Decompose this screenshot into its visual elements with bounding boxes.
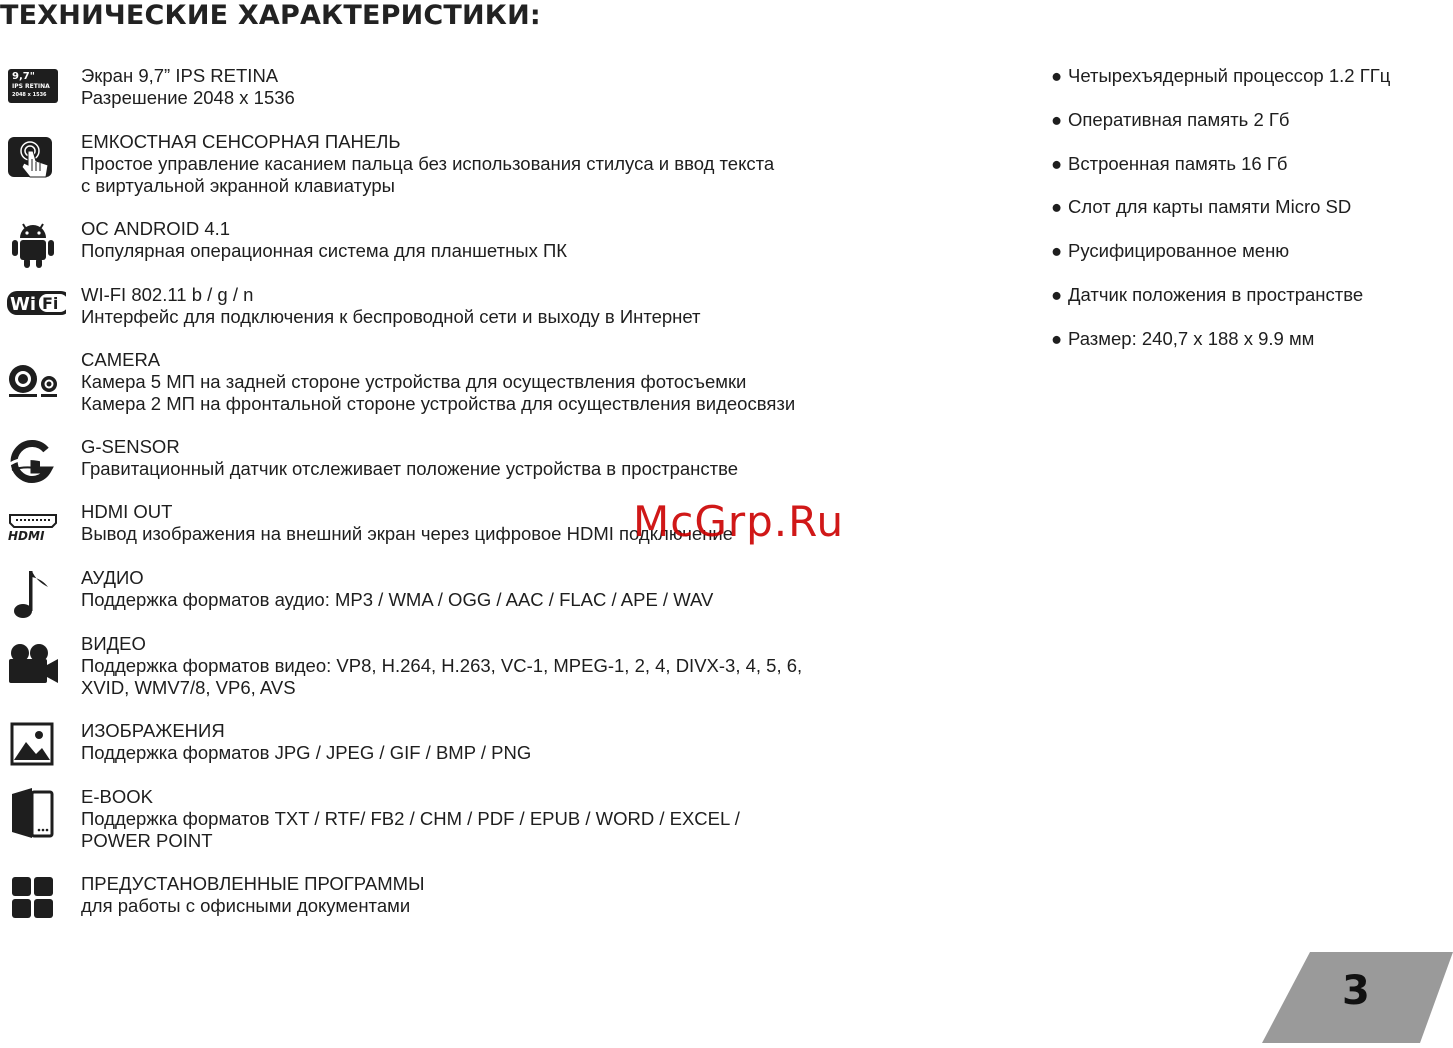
video-camera-icon [6,633,60,687]
bullet: ● [1051,108,1063,130]
feature-description: Камера 5 МП на задней стороне устройства для осуществления фотосъемки [81,371,747,392]
feature-heading: G-SENSOR [81,436,180,457]
feature-description: Интерфейс для подключения к беспроводной сети и выходу в Интернет [81,306,701,327]
feature-description: Поддержка форматов TXT / RTF/ FB2 / CHM / PDF / EPUB / WORD / EXCEL / [81,808,740,829]
spec-list [1051,65,1390,372]
svg-text:IPS RETINA: IPS RETINA [12,83,50,90]
page-number-badge [1262,952,1453,1043]
feature-heading: ПРЕДУСТАНОВЛЕННЫЕ ПРОГРАММЫ [81,873,425,894]
music-note-icon [6,567,60,621]
feature-description: Камера 2 МП на фронтальной стороне устройства для осуществления видеосвязи [81,393,796,414]
list-item [1051,65,1390,109]
feature-heading: WI-FI 802.11 b / g / n [81,284,254,305]
svg-text:2048 x 1536: 2048 x 1536 [12,92,47,98]
spec-text: Встроенная память 16 Гб [1068,152,1288,174]
feature-description: Поддержка форматов аудио: MP3 / WMA / OGG / AAC / FLAC / APE / WAV [81,589,714,610]
page-title: ТЕХНИЧЕСКИЕ ХАРАКТЕРИСТИКИ: [0,0,541,31]
spec-text: Оперативная память 2 Гб [1068,108,1290,130]
touch-finger-icon [6,131,60,185]
feature-description: Поддержка форматов видео: VP8, H.264, H.263, VC-1, MPEG-1, 2, 4, DIVX-3, 4, 5, 6, [81,655,803,676]
feature-description: Простое управление касанием пальца без использования стилуса и ввод текста [81,153,775,174]
feature-heading: CAMERA [81,349,161,370]
feature-description: POWER POINT [81,830,213,851]
page-number: 3 [1342,968,1370,1014]
spec-text: Размер: 240,7 x 188 x 9.9 мм [1068,327,1315,349]
feature-description: Поддержка форматов JPG / JPEG / GIF / BMP / PNG [81,742,532,763]
watermark: McGrp.Ru [633,497,845,546]
feature-heading: ИЗОБРАЖЕНИЯ [81,720,225,741]
bullet: ● [1051,283,1063,305]
hdmi-icon [6,501,60,555]
office-tiles-icon [6,873,60,927]
bullet: ● [1051,327,1063,349]
list-item [1051,284,1390,328]
svg-text:9,7": 9,7" [12,71,35,82]
screen-9.7-badge-icon [6,65,60,119]
spec-text: Русифицированное меню [1068,240,1290,262]
bullet: ● [1051,65,1063,86]
feature-heading: ОС ANDROID 4.1 [81,218,231,239]
feature-heading: ВИДЕО [81,633,146,654]
feature-description: для работы с офисными документами [81,895,411,916]
bullet: ● [1051,196,1063,218]
feature-heading: Экран 9,7” IPS RETINA [81,65,279,86]
svg-text:HDMI: HDMI [8,529,45,543]
list-item [1051,328,1390,372]
svg-text:Wi: Wi [10,294,37,315]
feature-description: Разрешение 2048 x 1536 [81,87,295,108]
feature-heading: E-BOOK [81,786,153,807]
bullet: ● [1051,240,1063,262]
feature-description: с виртуальной экранной клавиатуры [81,175,395,196]
picture-icon [6,720,60,774]
list-item [1051,153,1390,197]
list-item [1051,196,1390,240]
wifi-logo-icon [0,284,66,338]
g-sensor-icon [6,436,60,490]
list-item [1051,109,1390,153]
camera-icon [6,349,60,403]
spec-text: Слот для карты памяти Micro SD [1068,196,1352,218]
android-icon [6,218,60,272]
feature-heading: ЕМКОСТНАЯ СЕНСОРНАЯ ПАНЕЛЬ [81,131,401,152]
list-item [1051,240,1390,284]
feature-description: Гравитационный датчик отслеживает положение устройства в пространстве [81,458,739,479]
spec-text: Четырехъядерный процессор 1.2 ГГц [1068,65,1391,86]
spec-text: Датчик положения в пространстве [1068,283,1364,305]
feature-description: Популярная операционная система для планшетных ПК [81,240,568,261]
svg-text:Fi: Fi [42,294,59,313]
feature-description: Вывод изображения на внешний экран через цифровое HDMI подключение [81,523,734,544]
feature-description: XVID, WMV7/8, VP6, AVS [81,677,296,698]
bullet: ● [1051,152,1063,174]
ebook-icon [6,786,60,840]
feature-heading: АУДИО [81,567,144,588]
feature-heading: HDMI OUT [81,501,173,522]
